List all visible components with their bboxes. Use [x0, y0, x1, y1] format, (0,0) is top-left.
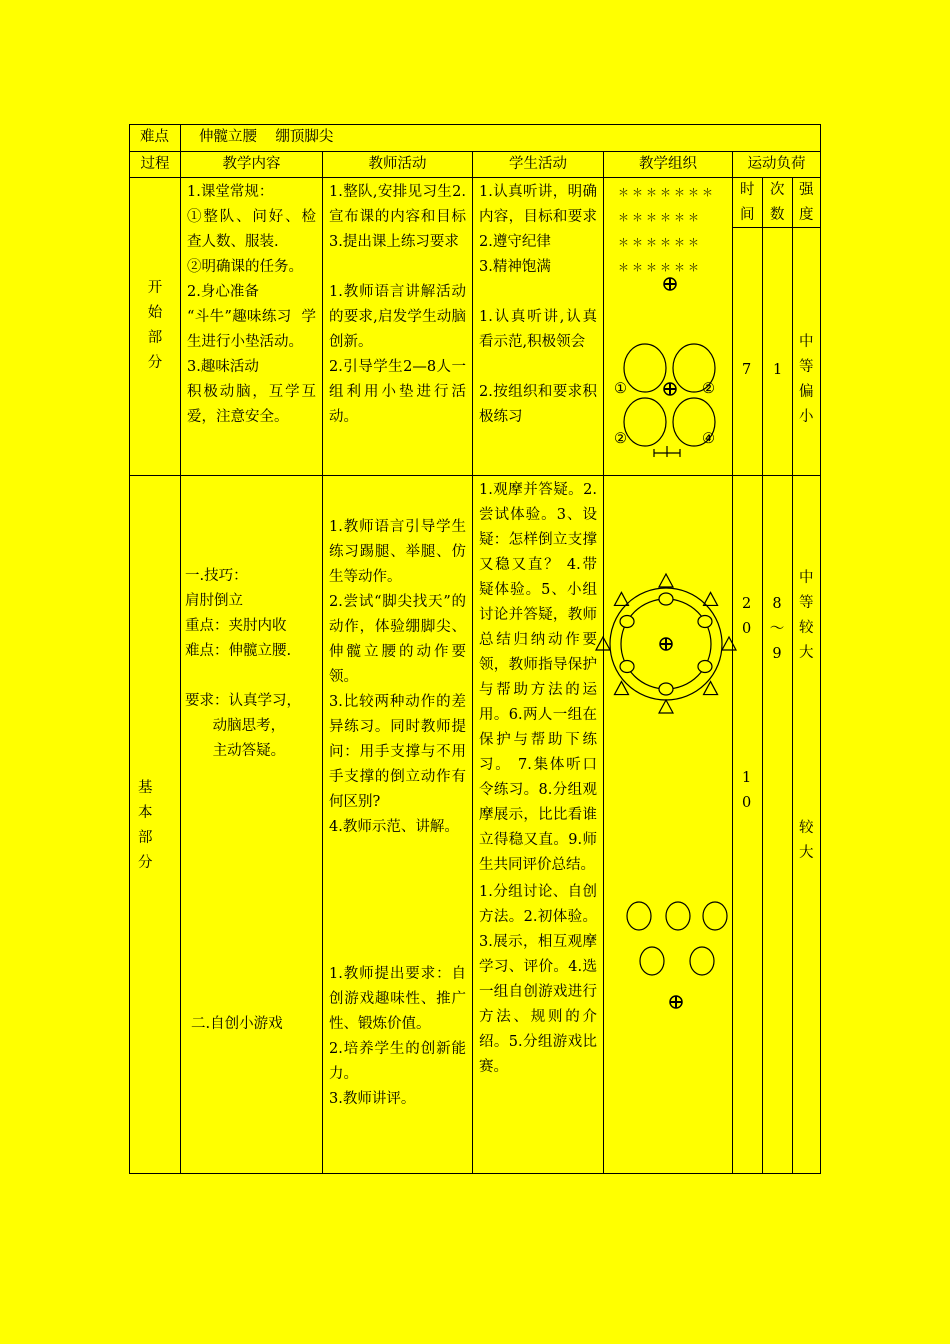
basic-student-cell [472, 475, 604, 1174]
start-count-cell [762, 227, 793, 476]
start-time-cell [732, 227, 763, 476]
basic-content-cell [180, 475, 323, 1174]
helper-marker [659, 700, 673, 713]
start-teacher-line: 2.引导学生2—8人一组利用小垫进行活动。 [329, 359, 466, 425]
header-student: 学生活动 [472, 151, 604, 178]
game-group-4 [640, 947, 664, 975]
helper-marker [614, 592, 628, 605]
start-content-cell [180, 177, 323, 476]
group-circle-1 [624, 344, 666, 392]
basic-teacher-line: 2.尝试“脚尖找天”的动作，体验绷脚尖、伸髋立腰的动作要领。 [329, 594, 466, 685]
header-intensity: 强度 [792, 177, 821, 228]
header-load: 运动负荷 [732, 151, 821, 178]
helper-marker [704, 592, 718, 605]
start-content-line: ②明确课的任务。 [187, 259, 303, 275]
basic-intensity-value-2: 较大 [799, 820, 814, 861]
start-student-line: 1.认真听讲，明确内容，目标和要求2.遵守纪律 [479, 184, 597, 250]
difficulty-divider [129, 124, 181, 152]
game-group-5 [690, 947, 714, 975]
header-count: 次数 [762, 177, 793, 228]
start-student-cell [472, 177, 604, 476]
start-student-line [479, 280, 597, 305]
teacher-center-icon [664, 383, 676, 395]
start-content-line: ①整队、问好、检查人数、服装. [187, 209, 316, 250]
difficulty-label: 难点 [140, 129, 169, 145]
basic-teacher-line: 3.比较两种动作的差异练习。同时教师提问：用手支撑与不用手支撑的倒立动作有何区别? [329, 694, 466, 810]
header-teacher: 教师活动 [322, 151, 473, 178]
basic-content-line: 动脑思考， [185, 718, 286, 734]
start-teacher-line [329, 255, 466, 280]
header-organization: 教学组织 [603, 151, 733, 178]
group-label-3: ② [614, 431, 627, 447]
start-intensity-value: 中等偏小 [799, 334, 814, 425]
basic-teacher-line: 1.教师语言引导学生练习踢腿、举腿、仿生等动作。 [329, 519, 466, 585]
game-group-2 [666, 902, 690, 930]
basic-teacher-line: 1.教师提出要求：自创游戏趣味性、推广性、锻炼价值。 [329, 966, 466, 1032]
basic-teacher-line: 4.教师示范、讲解。 [329, 819, 459, 835]
teacher-center-icon [660, 638, 672, 650]
star-row: ＊＊＊＊＊＊ [618, 211, 702, 224]
teacher-game-icon [670, 996, 682, 1008]
basic-student-skill: 1.观摩并答疑。2.尝试体验。3、设疑：怎样倒立支撑又稳又直？ 4.带疑体验。5、小组讨论并答疑，教师总结归纳动作要领，教师指导保护与帮助方法的运用。6.两人一组在保护与帮助下练习。 7.集体听口令练习。8.分组观摩展示，比比看谁立得稳又直。9.师生共同评价总结。 [479, 482, 597, 873]
start-teacher-cell [322, 177, 473, 476]
start-organization-cell [603, 177, 733, 476]
helper-marker [659, 574, 673, 587]
star-row: ＊＊＊＊＊＊ [618, 236, 702, 249]
start-teacher-line: 1.整队,安排见习生2.宣布课的内容和目标3.提出课上练习要求 [329, 184, 466, 250]
organization-diagram-basic [604, 476, 734, 1175]
start-content-line: 2.身心准备 [187, 284, 259, 300]
group-label-4: ④ [702, 431, 715, 447]
start-process-label: 开始部分 [147, 280, 163, 371]
basic-student-game: 1.分组讨论、自创方法。2.初体验。3.展示，相互观摩学习、评价。4.选一组自创游戏进行方法、规则的介绍。5.分组游戏比赛。 [479, 884, 597, 1075]
basic-teacher-skill [323, 513, 472, 842]
start-teacher-text [323, 178, 472, 432]
basic-count-cell [762, 475, 793, 1174]
teacher-position-icon [664, 278, 676, 290]
group-circle-3 [624, 398, 666, 446]
start-student-line: 3.精神饱满 [479, 259, 551, 275]
start-content-line: “斗牛”趣味练习 学生进行小垫活动。 [187, 309, 316, 350]
basic-time-value-2: 10 [742, 770, 752, 811]
student-mat [698, 661, 712, 673]
start-student-line: 1.认真听讲,认真看示范,积极领会 [479, 309, 597, 350]
basic-content-line: 主动答疑。 [185, 743, 286, 759]
group-label-1: ① [614, 381, 627, 397]
student-mat [620, 661, 634, 673]
header-time: 时间 [732, 177, 763, 228]
start-content-text [181, 178, 322, 432]
basic-content-line [185, 664, 301, 689]
basic-content-skill [185, 564, 301, 764]
basic-intensity-cell [792, 475, 821, 1174]
start-content-line: 1.课堂常规： [187, 184, 274, 200]
start-student-line [479, 355, 597, 380]
start-student-text [473, 178, 603, 432]
basic-teacher-line: 3.教师讲评。 [329, 1091, 416, 1107]
start-count-value: 1 [773, 362, 783, 378]
basic-content-line: 一.技巧： [185, 568, 248, 584]
basic-content-game: 二.自创小游戏 [191, 1016, 283, 1032]
group-label-2: ② [702, 381, 715, 397]
basic-content-line: 肩肘倒立 [185, 593, 243, 609]
basic-time-value-1: 20 [742, 596, 752, 637]
game-group-1 [627, 902, 651, 930]
basic-content-line: 要求：认真学习， [185, 693, 301, 709]
difficulty-value: 伸髋立腰 绷顶脚尖 [199, 129, 334, 145]
basic-time-cell [732, 475, 763, 1174]
basic-content-line: 重点：夹肘内收 [185, 618, 287, 634]
student-mat [659, 593, 673, 605]
mat-icon [654, 446, 680, 457]
basic-organization-cell [603, 475, 733, 1174]
star-row: ＊＊＊＊＊＊ [618, 261, 702, 274]
game-group-3 [703, 902, 727, 930]
start-content-line: 3.趣味活动 [187, 359, 259, 375]
basic-process-label: 基本部分 [138, 780, 153, 871]
header-process: 过程 [129, 151, 181, 178]
start-student-line: 2.按组织和要求积极练习 [479, 384, 597, 425]
lesson-plan-table [129, 124, 821, 1174]
basic-intensity-value-1: 中等较大 [799, 570, 814, 661]
basic-process-cell [129, 475, 181, 1174]
basic-content-line: 难点：伸髋立腰. [185, 643, 292, 659]
start-time-value: 7 [742, 362, 752, 378]
student-mat [620, 616, 634, 628]
start-teacher-line: 1.教师语言讲解活动的要求,启发学生动脑创新。 [329, 284, 466, 350]
start-process-cell [129, 177, 181, 476]
star-row: ＊＊＊＊＊＊＊ [618, 186, 716, 199]
student-mat [659, 683, 673, 695]
basic-teacher-line: 2.培养学生的创新能力。 [329, 1041, 466, 1082]
header-content: 教学内容 [180, 151, 323, 178]
start-content-line: 积极动脑，互学互爱，注意安全。 [187, 384, 316, 425]
basic-count-value: 8～9 [769, 596, 785, 662]
basic-teacher-game [323, 960, 472, 1114]
difficulty-row [129, 124, 821, 152]
student-mat [698, 616, 712, 628]
basic-teacher-cell [322, 475, 473, 1174]
start-intensity-cell [792, 227, 821, 476]
